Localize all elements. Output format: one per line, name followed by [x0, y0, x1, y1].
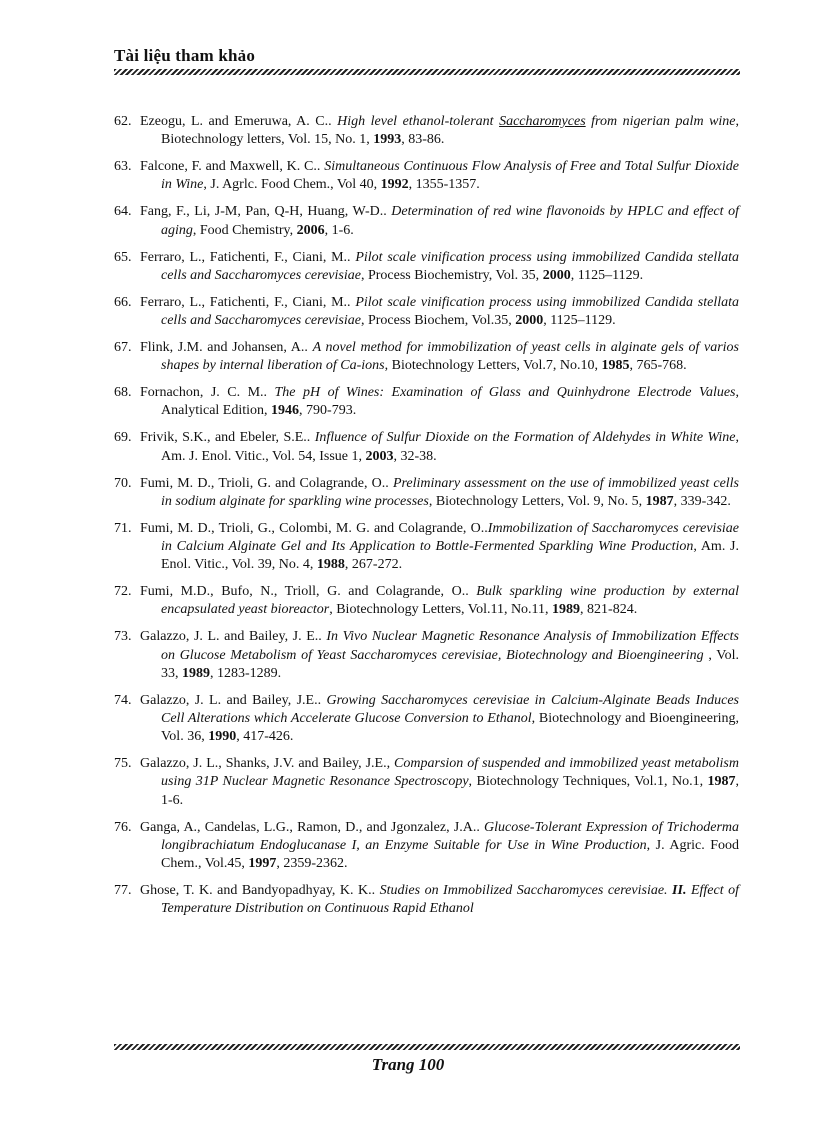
reference-text: [140, 819, 740, 874]
reference-item: [114, 583, 739, 619]
reference-item: [114, 294, 739, 330]
reference-text: [140, 882, 739, 918]
reference-item: [114, 475, 739, 511]
reference-text-run: Preliminary assessment on the use of immobilized yeast cells in sodium alginate for sparkling wine processes: [161, 475, 740, 509]
reference-item: [114, 339, 739, 375]
reference-text-run: Ezeogu, L. and Emeruwa, A. C..: [140, 114, 338, 129]
reference-text-run: , 32-38.: [393, 448, 437, 464]
reference-text-run: 1987: [707, 774, 736, 790]
reference-text-run: 1997: [248, 856, 277, 872]
reference-text: [140, 158, 739, 194]
reference-text-run: Fumi, M.D., Bufo, N., Trioll, G. and Colagrande, O..: [140, 584, 477, 600]
reference-text-run: Effect of Temperature Distribution on Continuous Rapid Ethanol: [161, 883, 739, 917]
reference-text: [140, 692, 739, 747]
reference-text: [140, 628, 739, 683]
reference-text-run: 1946: [271, 403, 300, 419]
reference-text-run: Fumi, M. D., Trioli, G., Colombi, M. G. and Colagrande, O..: [140, 520, 488, 536]
reference-number: 73.: [114, 629, 132, 645]
reference-text-run: , Food Chemistry,: [192, 222, 297, 238]
reference-text-run: Ghose, T. K. and Bandyopadhyay, K. K..: [140, 883, 380, 899]
reference-text: [140, 583, 739, 619]
reference-text-run: , Vol. 33,: [161, 647, 739, 681]
reference-text-run: Falcone, F. and Maxwell, K. C..: [140, 159, 325, 175]
reference-text-run: , 417-426.: [236, 729, 294, 745]
reference-number: 64.: [114, 204, 132, 220]
reference-text-run: Simultaneous Continuous Flow Analysis of Free and Total Sulfur Dioxide in Wine: [161, 159, 739, 193]
reference-text-run: from nigerian palm wine: [585, 114, 736, 129]
reference-text-run: , Biotechnology and Bioengineering, Vol. 36,: [161, 711, 739, 745]
reference-text-run: , Biotechnology Techniques, Vol.1, No.1,: [468, 774, 708, 790]
reference-text-run: 2003: [365, 448, 394, 464]
reference-text-run: 1989: [552, 602, 581, 618]
reference-text-run: Bulk sparkling wine production by external encapsulated yeast bioreactor: [161, 584, 739, 618]
reference-text-run: Immobilization of Saccharomyces cerevisiae in Calcium Alginate Gel and Its Application to Bottle-Fermented Sparkling Wine Production: [161, 520, 739, 555]
reference-item: [114, 158, 739, 194]
reference-text-run: Ferraro, L., Fatichenti, F., Ciani, M..: [140, 294, 356, 310]
reference-text: [140, 203, 739, 239]
reference-text-run: 1988: [316, 557, 345, 573]
reference-text-run: , Am. J. Enol. Vitic., Vol. 54, Issue 1,: [161, 430, 739, 464]
reference-text-run: Influence of Sulfur Dioxide on the Formation of Aldehydes in White Wine: [314, 430, 736, 446]
reference-text: [140, 339, 739, 375]
reference-text-run: 1993: [373, 132, 402, 148]
reference-text-run: High level ethanol-tolerant: [337, 114, 500, 129]
reference-item: [114, 429, 739, 465]
reference-number: 75.: [114, 756, 132, 772]
reference-text-run: , 790-793.: [299, 403, 357, 419]
reference-text-run: Galazzo, J. L., Shanks, J.V. and Bailey, J.E.,: [140, 756, 395, 772]
reference-number: 68.: [114, 385, 132, 401]
reference-text-run: 1990: [208, 729, 237, 745]
reference-text-run: , 83-86.: [401, 132, 445, 148]
reference-text: [140, 429, 739, 465]
reference-number: 67.: [114, 340, 132, 356]
reference-number: 62.: [114, 114, 132, 129]
reference-text-run: Frivik, S.K., and Ebeler, S.E..: [140, 430, 315, 446]
header-divider: [114, 69, 740, 75]
reference-text: [140, 475, 740, 511]
reference-text: [140, 755, 739, 810]
reference-text-run: , Biotechnology letters, Vol. 15, No. 1,: [161, 114, 740, 148]
reference-text-run: , 1-6.: [161, 774, 739, 808]
reference-item: [114, 755, 739, 810]
reference-text-run: , 1125–1129.: [543, 313, 616, 329]
reference-text-run: Ganga, A., Candelas, L.G., Ramon, D., and Jgonzalez, J.A..: [140, 819, 485, 835]
reference-text-run: Fumi, M. D., Trioli, G. and Colagrande, O..: [140, 475, 393, 491]
reference-number: 69.: [114, 430, 132, 446]
reference-number: 77.: [114, 883, 132, 899]
reference-number: 76.: [114, 819, 132, 835]
reference-text-run: Fornachon, J. C. M..: [140, 385, 275, 401]
reference-text: [140, 384, 739, 420]
reference-text-run: Growing Saccharomyces cerevisiae in Calcium-Alginate Beads Induces Cell Alterations which Accelerate Glucose Conversion to Ethanol: [161, 692, 739, 727]
reference-text-run: Galazzo, J. L. and Bailey, J.E..: [140, 692, 327, 708]
reference-text-run: Fang, F., Li, J-M, Pan, Q-H, Huang, W-D..: [140, 204, 392, 220]
reference-item: [114, 384, 739, 420]
reference-text-run: Pilot scale vinification process using immobilized Candida stellata cells and Saccharomyces cerevisiae: [161, 249, 740, 283]
reference-text-run: 2000: [515, 313, 544, 329]
reference-text-run: , Am. J. Enol. Vitic., Vol. 39, No. 4,: [161, 539, 739, 573]
reference-number: 63.: [114, 159, 132, 175]
reference-text-run: Comparsion of suspended and immobilized yeast metabolism using 31P Nuclear Magnetic Resonance Spectroscopy: [161, 756, 739, 790]
reference-text-run: 2006: [296, 222, 325, 238]
reference-text-run: , J. Agrlc. Food Chem., Vol 40,: [203, 177, 381, 193]
reference-number: 65.: [114, 249, 132, 265]
reference-text-run: , 1-6.: [324, 222, 354, 238]
reference-text-run: , 267-272.: [344, 557, 403, 573]
page-number: Trang 100: [371, 1055, 445, 1074]
reference-list: [114, 113, 739, 927]
reference-text-run: Saccharomyces: [499, 114, 586, 129]
reference-item: [114, 520, 739, 575]
reference-text-run: , 339-342.: [673, 493, 731, 509]
reference-text-run: Flink, J.M. and Johansen, A..: [140, 340, 313, 356]
reference-item: [114, 882, 739, 918]
reference-text-run: 1985: [601, 358, 630, 374]
reference-number: 66.: [114, 294, 132, 310]
reference-text-run: , 1355-1357.: [408, 177, 480, 193]
reference-text-run: , 2359-2362.: [276, 856, 348, 872]
reference-number: 74.: [114, 692, 132, 708]
footer-divider: [114, 1044, 740, 1050]
reference-text-run: , Biotechnology Letters, Vol.11, No.11,: [329, 602, 553, 618]
reference-text-run: 1992: [380, 177, 409, 193]
reference-text-run: 1989: [182, 665, 210, 681]
reference-item: [114, 628, 739, 683]
reference-text-run: Pilot scale vinification process using immobilized Candida stellata cells and Saccharomyces cerevisiae: [161, 294, 740, 329]
reference-text-run: In Vivo Nuclear Magnetic Resonance Analysis of Immobilization Effects on Glucose Metabolism of Yeast Saccharomyces cerevisiae, Biotechnology and Bioengineering: [161, 629, 739, 663]
reference-text: [140, 520, 739, 575]
reference-text-run: , Biotechnology Letters, Vol.7, No.10,: [384, 358, 602, 374]
reference-text-run: Galazzo, J. L. and Bailey, J. E..: [140, 629, 327, 645]
reference-text-run: Glucose-Tolerant Expression of Trichoderma longibrachiatum Endoglucanase I, an Enzyme Suitable for Use in Wine Production: [161, 819, 740, 853]
reference-number: 72.: [114, 584, 132, 600]
reference-text-run: , Analytical Edition,: [161, 385, 739, 419]
reference-text: [140, 249, 740, 285]
reference-item: [114, 249, 739, 285]
reference-text-run: , Process Biochemistry, Vol. 35,: [360, 267, 543, 283]
reference-item: [114, 113, 739, 149]
page-header-title: Tài liệu tham khảo: [114, 46, 256, 65]
reference-text-run: A novel method for immobilization of yeast cells in alginate gels of varios shapes by internal liberation of Ca-ions: [161, 340, 739, 374]
reference-text: [140, 113, 740, 149]
reference-item: [114, 819, 739, 874]
reference-text-run: 1987: [645, 493, 674, 509]
reference-text-run: 2000: [542, 267, 571, 283]
reference-text-run: , 821-824.: [580, 602, 638, 618]
reference-text-run: , 1125–1129.: [570, 267, 644, 283]
reference-text-run: , 1283-1289.: [210, 665, 282, 681]
reference-text-run: , Biotechnology Letters, Vol. 9, No. 5,: [428, 493, 646, 509]
reference-item: [114, 203, 739, 239]
reference-text-run: , J. Agric. Food Chem., Vol.45,: [161, 837, 739, 872]
reference-number: 71.: [114, 520, 132, 536]
reference-text: [140, 294, 740, 330]
reference-number: 70.: [114, 475, 132, 491]
reference-item: [114, 692, 739, 747]
reference-text-run: , 765-768.: [629, 358, 687, 374]
reference-text-run: Ferraro, L., Fatichenti, F., Ciani, M..: [140, 249, 356, 265]
reference-text-run: Studies on Immobilized Saccharomyces cerevisiae.: [379, 883, 673, 899]
reference-text-run: II.: [672, 883, 687, 899]
reference-text-run: The pH of Wines: Examination of Glass and Quinhydrone Electrode Values: [274, 385, 736, 401]
reference-text-run: Determination of red wine flavonoids by HPLC and effect of aging: [161, 204, 739, 238]
reference-text-run: , Process Biochem, Vol.35,: [360, 313, 516, 329]
